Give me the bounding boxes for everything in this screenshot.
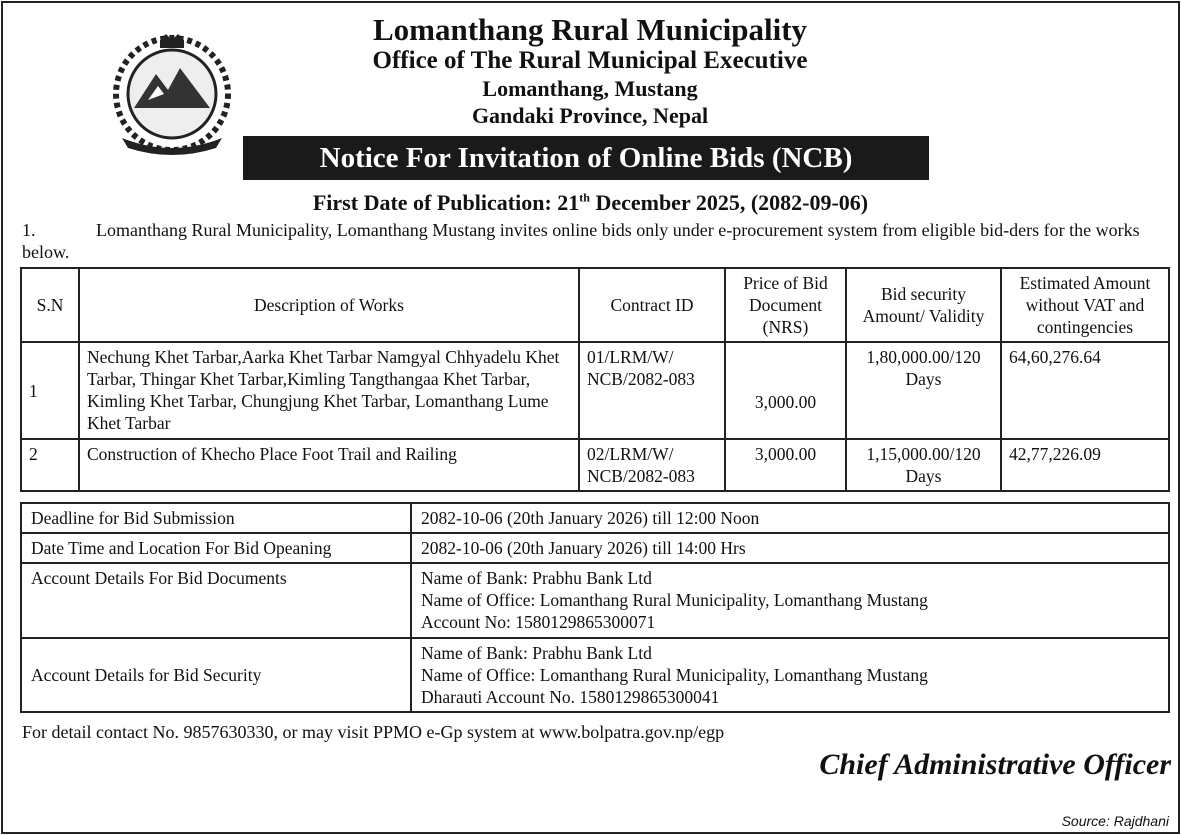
notice-title: Notice For Invitation of Online Bids (NCB) [243, 136, 929, 180]
detail-row [21, 638, 1169, 712]
col-header: Description of Works [79, 268, 579, 342]
col-header: S.N [21, 268, 79, 342]
source-credit: Source: Rajdhani [1061, 813, 1169, 829]
works-table [20, 267, 1170, 492]
cell-sn: 2 [21, 439, 79, 491]
col-header: Bid security Amount/ Validity [846, 268, 1001, 342]
publication-prefix: First Date of Publication: 21 [312, 190, 580, 215]
col-header: Price of Bid Document (NRS) [725, 268, 846, 342]
detail-label: Deadline for Bid Submission [21, 503, 411, 533]
detail-row [21, 533, 1169, 563]
intro-number: 1. [22, 220, 36, 240]
intro-text: Lomanthang Rural Municipality, Lomanthang Mustang invites online bids only under e-procurement system from eligible bid-ders for the works below. [22, 220, 1140, 262]
cell-security: 1,80,000.00/120 Days [846, 342, 1001, 439]
cell-sn: 1 [21, 342, 79, 439]
cell-description: Nechung Khet Tarbar,Aarka Khet Tarbar Namgyal Chhyadelu Khet Tarbar, Thingar Khet Tarbar,Kimling Tangthangaa Khet Tarbar, Kimling Khet Tarbar, Chungjung Khet Tarbar, Lomanthang Lume Khet Tarbar [79, 342, 579, 439]
detail-line: 2082-10-06 (20th January 2026) till 12:00 Noon [421, 508, 760, 528]
table-row [21, 439, 1169, 491]
detail-value [411, 563, 1169, 638]
bid-details-table [20, 502, 1170, 713]
office-name: Office of The Rural Municipal Executive [372, 47, 808, 74]
detail-value [411, 533, 1169, 563]
municipality-name: Lomanthang Rural Municipality [372, 12, 808, 47]
col-header: Contract ID [579, 268, 725, 342]
province: Gandaki Province, Nepal [471, 103, 709, 128]
table-header-row [21, 268, 1169, 342]
publication-sup: th [579, 190, 590, 205]
cell-contract-id: 02/LRM/W/ NCB/2082-083 [579, 439, 725, 491]
cell-price: 3,000.00 [725, 439, 846, 491]
detail-line: Name of Bank: Prabhu Bank Ltd [421, 643, 652, 663]
detail-line: Name of Office: Lomanthang Rural Municipality, Lomanthang Mustang [421, 590, 928, 610]
detail-row [21, 503, 1169, 533]
detail-line: Dharauti Account No. 1580129865300041 [421, 687, 720, 707]
cell-security: 1,15,000.00/120 Days [846, 439, 1001, 491]
detail-label: Date Time and Location For Bid Opeaning [21, 533, 411, 563]
detail-line: Name of Office: Lomanthang Rural Municipality, Lomanthang Mustang [421, 665, 928, 685]
detail-line: Account No: 1580129865300071 [421, 612, 656, 632]
col-header: Estimated Amount without VAT and contingencies [1001, 268, 1169, 342]
publication-date [0, 190, 1181, 216]
cell-estimate: 42,77,226.09 [1001, 439, 1169, 491]
intro-paragraph [22, 219, 1172, 263]
detail-label: Account Details For Bid Documents [21, 563, 411, 638]
publication-suffix: December 2025, (2082-09-06) [589, 190, 869, 215]
cell-price: 3,000.00 [725, 342, 846, 439]
office-location: Lomanthang, Mustang [482, 76, 698, 101]
cell-estimate: 64,60,276.64 [1001, 342, 1169, 439]
detail-value [411, 503, 1169, 533]
detail-label: Account Details for Bid Security [21, 638, 411, 712]
contact-footer: For detail contact No. 9857630330, or may visit PPMO e-Gp system at www.bolpatra.gov.np/egp [22, 722, 725, 742]
detail-line: 2082-10-06 (20th January 2026) till 14:00 Hrs [421, 538, 746, 558]
cell-description: Construction of Khecho Place Foot Trail and Railing [79, 439, 579, 491]
nepal-emblem-icon [108, 30, 236, 158]
cell-contract-id: 01/LRM/W/ NCB/2082-083 [579, 342, 725, 439]
table-row [21, 342, 1169, 439]
detail-line: Name of Bank: Prabhu Bank Ltd [421, 568, 652, 588]
detail-row [21, 563, 1169, 638]
detail-value [411, 638, 1169, 712]
signature-title: Chief Administrative Officer [819, 748, 1171, 781]
